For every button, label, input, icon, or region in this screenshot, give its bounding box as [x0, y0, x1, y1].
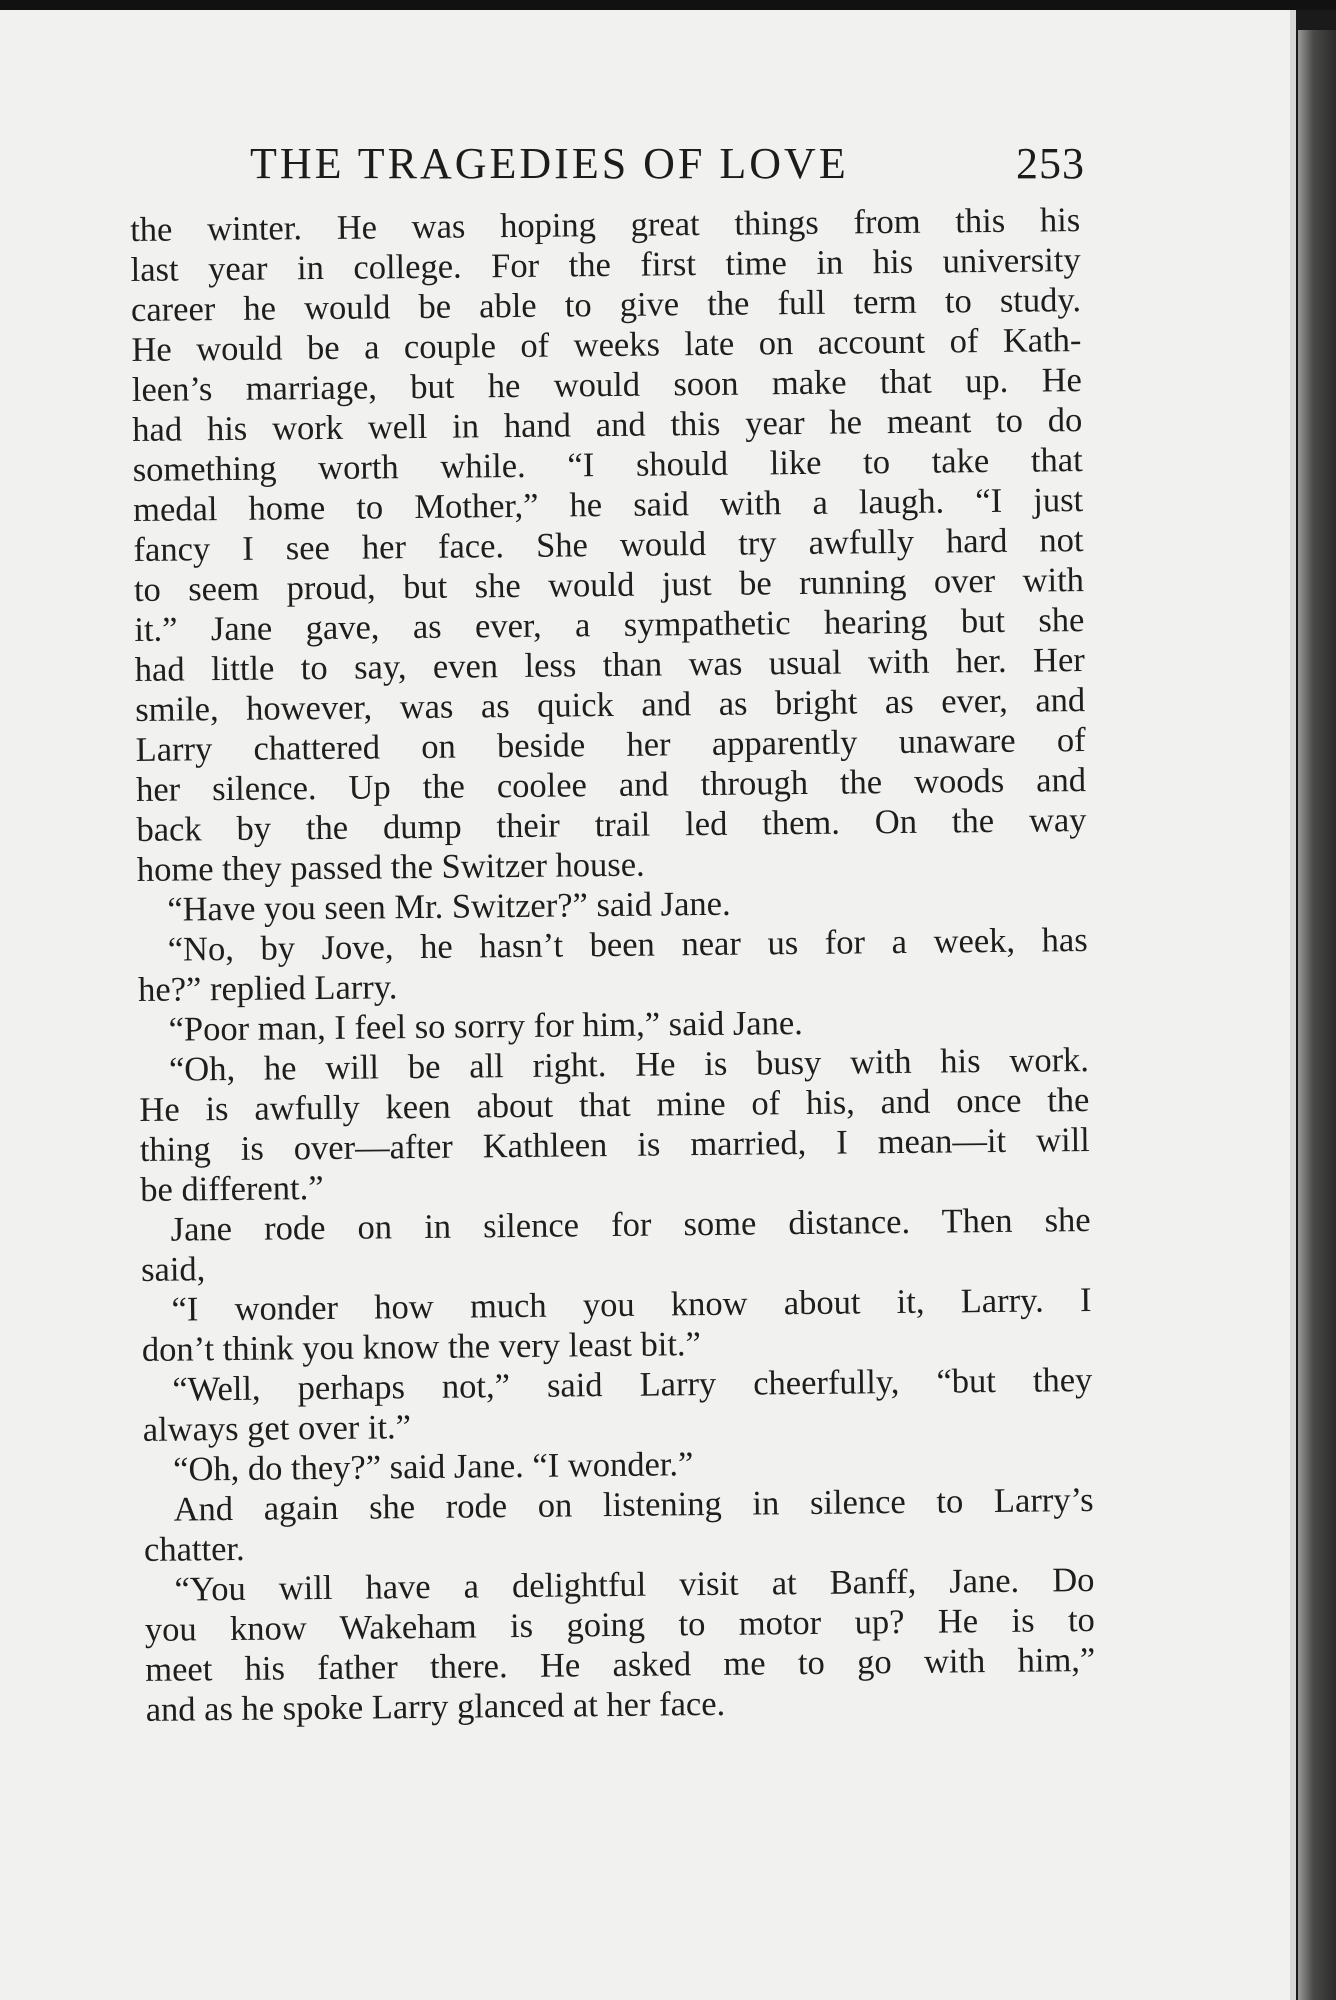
- text-line: said,: [140, 1250, 206, 1289]
- text-line: don’t think you know the very least bit.”: [141, 1325, 702, 1369]
- text-line: fancy I see her face. She would try awfully hard not: [133, 521, 1084, 569]
- text-line: be different.”: [140, 1169, 324, 1209]
- text-line: “Oh, do they?” said Jane. “I wonder.”: [172, 1445, 694, 1489]
- text-line: and as he spoke Larry glanced at her face.: [145, 1684, 726, 1729]
- text-line: leen’s marriage, but he would soon make that up. He: [131, 361, 1083, 409]
- scan-top-edge: [0, 0, 1336, 10]
- text-line: And again she rode on listening in silence to Larry’s: [173, 1480, 1094, 1529]
- text-line: “Well, perhaps not,” said Larry cheerfully, “but they: [172, 1360, 1093, 1409]
- text-line: meet his father there. He asked me to go with him,”: [145, 1640, 1096, 1689]
- book-spine-edge: [1298, 30, 1336, 2000]
- text-line: medal home to Mother,” he said with a laugh. “I just: [132, 481, 1084, 529]
- paragraph: [130, 200, 1087, 890]
- text-line: Larry chattered on beside her apparently unaware of: [135, 721, 1086, 769]
- text-line: her silence. Up the coolee and through the woods and: [135, 761, 1087, 809]
- text-line: chatter.: [143, 1529, 245, 1569]
- paragraph: [140, 1200, 1091, 1290]
- text-line: the winter. He was hoping great things from this his: [130, 201, 1081, 249]
- text-line: career he would be able to give the full term to study.: [130, 281, 1082, 329]
- paragraph: [142, 1360, 1093, 1450]
- paragraph: [143, 1480, 1094, 1570]
- text-line: “Have you seen Mr. Switzer?” said Jane.: [167, 884, 731, 929]
- text-line: “You will have a delightful visit at Banff, Jane. Do: [174, 1560, 1095, 1609]
- text-line: “Oh, he will be all right. He is busy with his work.: [168, 1041, 1090, 1089]
- text-line: smile, however, was as quick and as bright as ever, and: [135, 681, 1086, 729]
- page-number: 253: [1016, 139, 1085, 188]
- text-line: it.” Jane gave, as ever, a sympathetic hearing but she: [134, 601, 1085, 649]
- text-line: had his work well in hand and this year he meant to do: [132, 401, 1083, 449]
- running-title: THE TRAGEDIES OF LOVE: [250, 139, 849, 188]
- text-line: “Poor man, I feel so sorry for him,” said Jane.: [168, 1004, 803, 1049]
- paragraph: [144, 1560, 1096, 1730]
- running-head: [250, 138, 1085, 189]
- text-line: home they passed the Switzer house.: [136, 845, 645, 889]
- text-line: last year in college. For the first time in his university: [130, 241, 1081, 289]
- text-line: he?” replied Larry.: [137, 968, 398, 1009]
- text-line: something worth while. “I should like to take that: [132, 441, 1083, 489]
- text-line: “No, by Jove, he hasn’t been near us for a week, has: [167, 921, 1088, 969]
- text-line: you know Wakeham is going to motor up? He is to: [144, 1600, 1096, 1649]
- text-line: “I wonder how much you know about it, Larry. I: [171, 1280, 1092, 1329]
- book-page: [0, 10, 1296, 2000]
- text-line: He is awfully keen about that mine of his, and once the: [139, 1081, 1090, 1129]
- text-line: back by the dump their trail led them. On the way: [136, 801, 1087, 849]
- text-line: thing is over—after Kathleen is married, I mean—it will: [139, 1121, 1090, 1169]
- text-line: to seem proud, but she would just be running over with: [133, 561, 1085, 609]
- text-line: had little to say, even less than was usual with her. Her: [134, 641, 1085, 689]
- paragraph: [141, 1280, 1092, 1370]
- paragraph: [139, 1040, 1091, 1210]
- text-line: always get over it.”: [142, 1408, 412, 1449]
- paragraph: [138, 920, 1089, 1010]
- text-line: Jane rode on in silence for some distance. Then she: [170, 1200, 1091, 1249]
- text-line: He would be a couple of weeks late on account of Kath-: [131, 321, 1082, 369]
- body-text: [130, 200, 1096, 1730]
